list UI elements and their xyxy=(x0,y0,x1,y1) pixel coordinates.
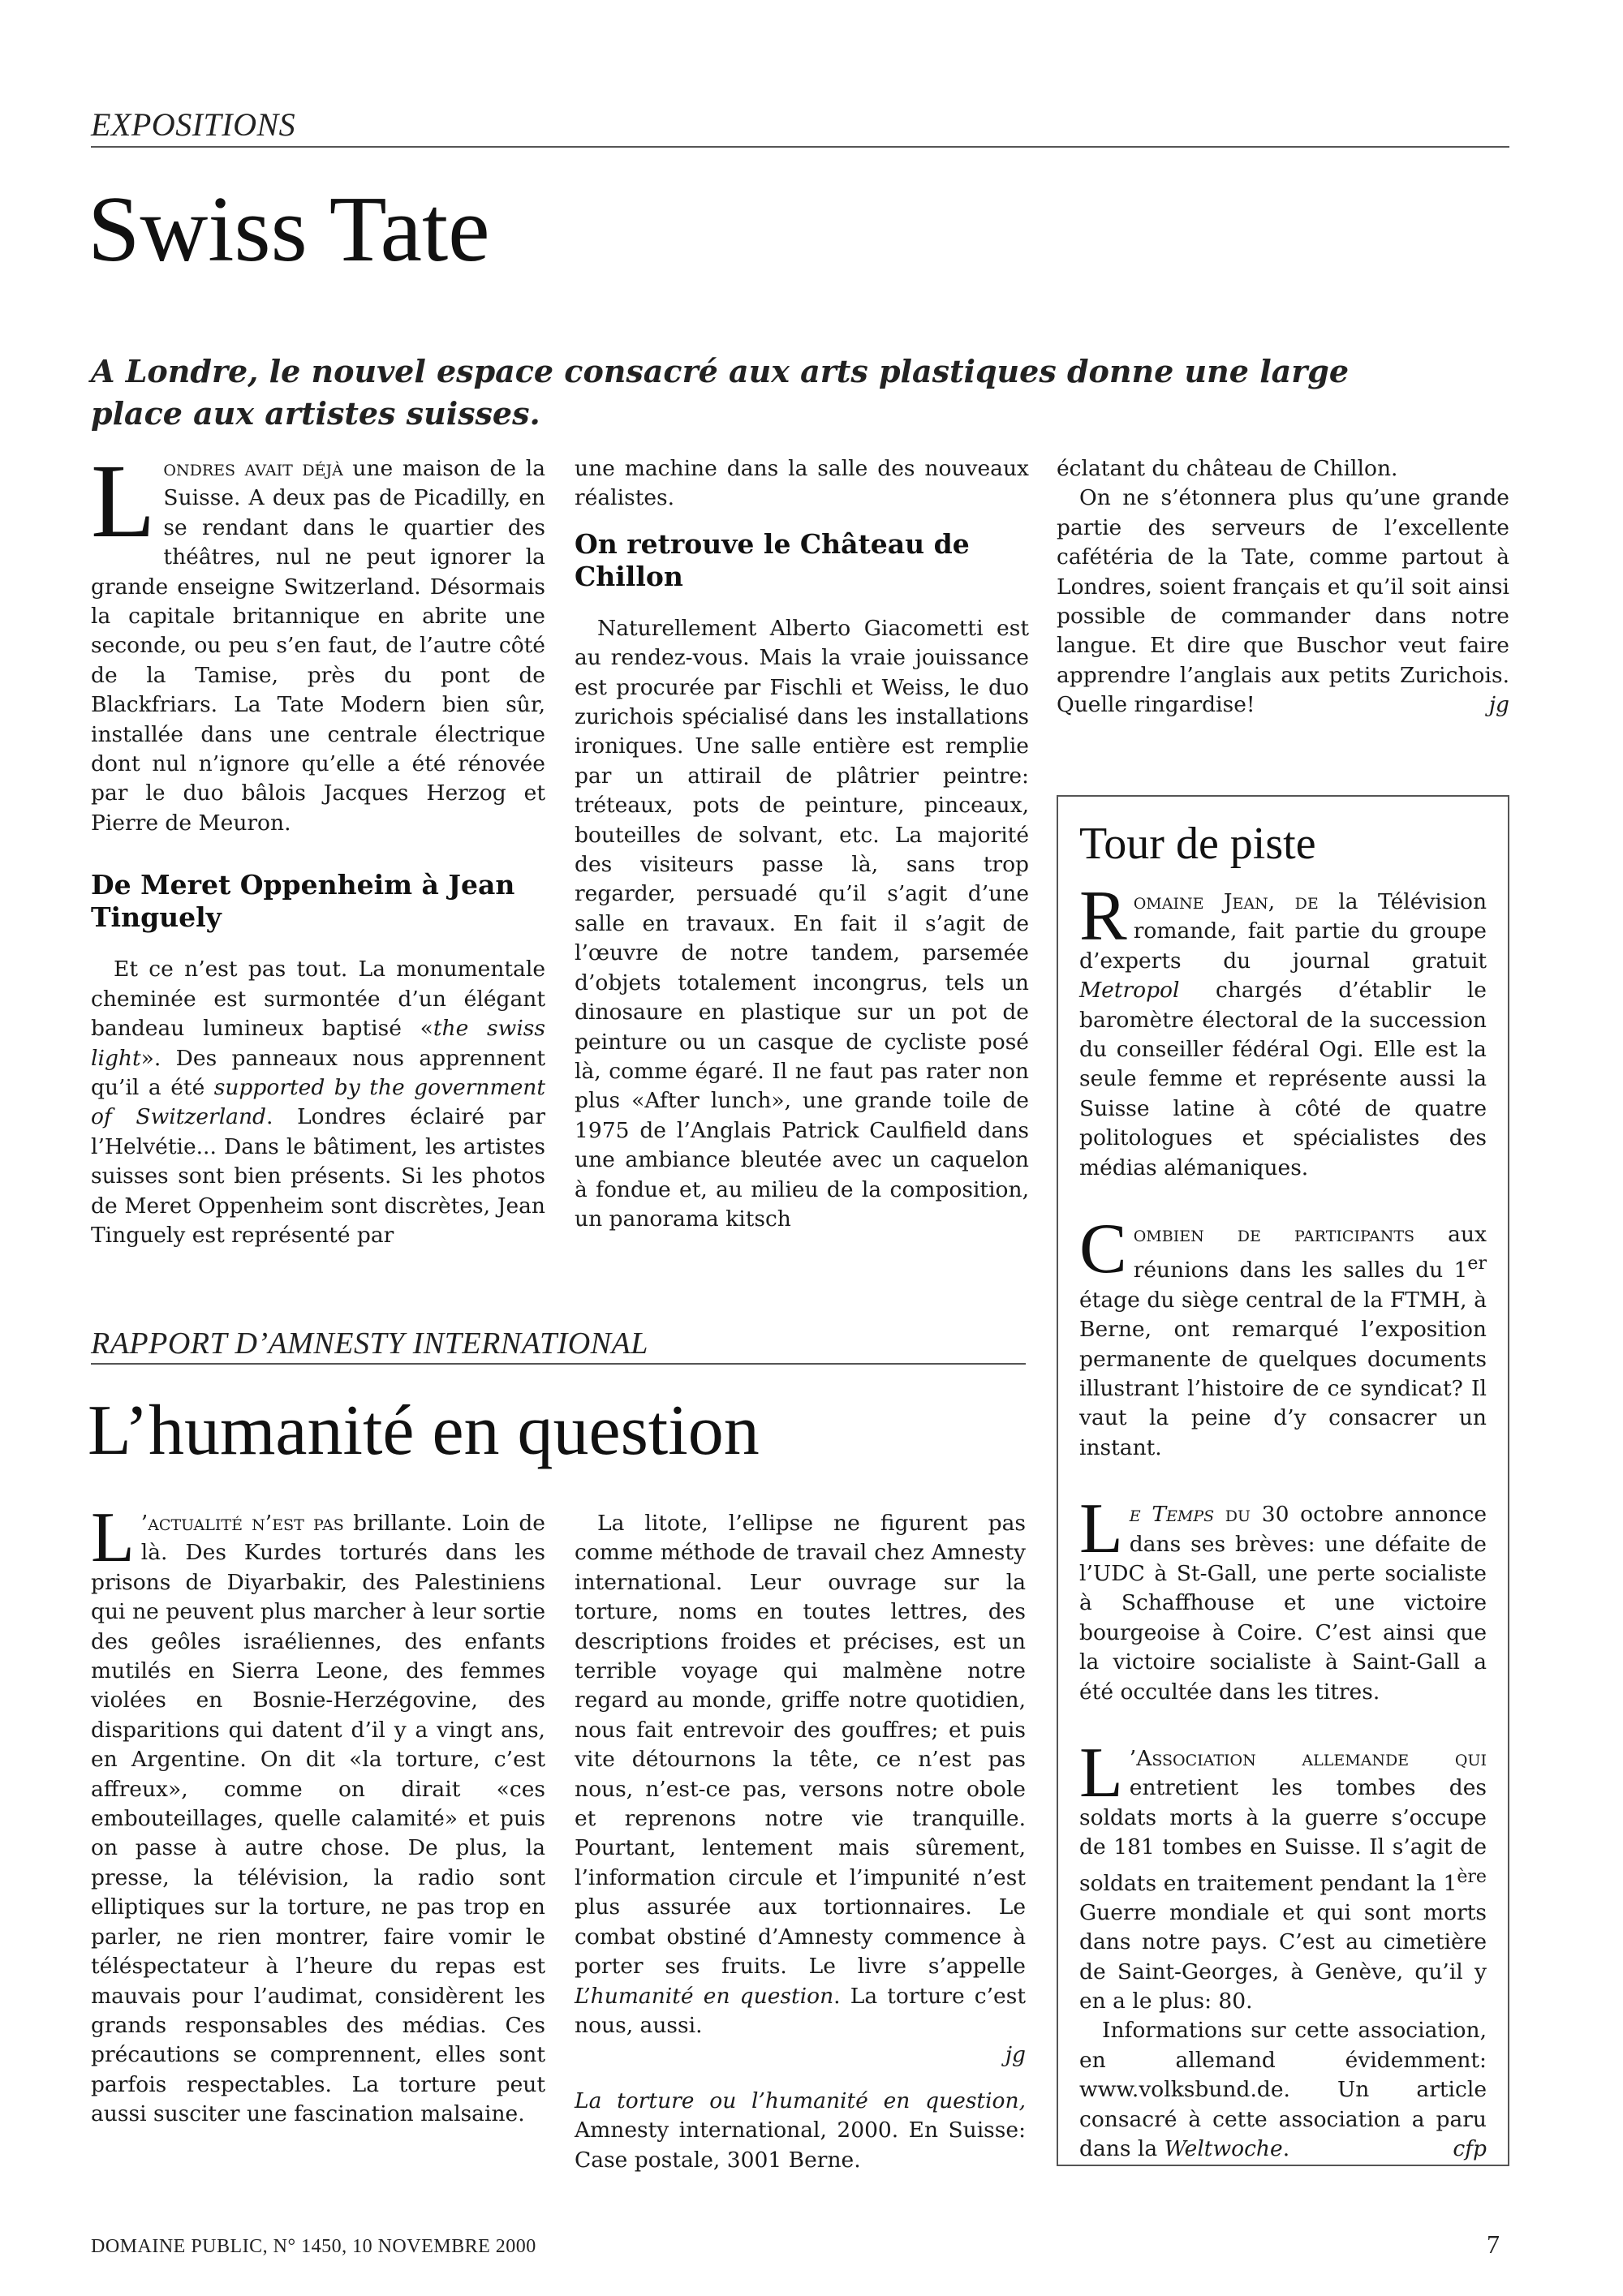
section-rule xyxy=(91,146,1509,148)
drop-cap: L xyxy=(1079,1490,1123,1569)
italic-text: La torture ou l’humanité en question, xyxy=(575,2087,1026,2113)
sidebar-item-5 xyxy=(1079,2016,1487,2164)
paragraph-text: aux réunions dans les salles du 1 xyxy=(1133,1222,1487,1283)
subheading-chillon: On retrouve le Château de Chillon xyxy=(575,527,970,592)
footer-publication: DOMAINE PUBLIC, N° 1450, 10 NOVEMBRE 2000 xyxy=(91,2236,536,2257)
small-caps-opening: du xyxy=(1214,1502,1251,1528)
article1-paragraph-5: éclatant du château de Chillon. xyxy=(1057,456,1398,481)
article2-column-1 xyxy=(91,1498,545,2130)
author-signature: cfp xyxy=(1453,2136,1487,2162)
article-title-swiss-tate: Swiss Tate xyxy=(88,178,490,282)
superscript: ère xyxy=(1457,1866,1487,1887)
article2-column-2 xyxy=(575,1509,1026,2175)
italic-text: Weltwoche xyxy=(1164,2136,1283,2162)
small-caps-opening: ondres avait déjà xyxy=(163,456,343,481)
paragraph-text: . xyxy=(1282,2136,1290,2162)
article1-paragraph-1 xyxy=(91,443,545,838)
paragraph-text: Et ce n’est pas tout. La monumentale cheminée est surmontée d’un élégant bandeau lumineux baptisé « xyxy=(91,957,545,1042)
article2-paragraph-2 xyxy=(575,1509,1026,2040)
author-signature: jg xyxy=(1488,692,1509,718)
paragraph-text: la Télévision romande, fait partie du groupe d’experts du journal gratuit xyxy=(1079,889,1487,974)
article-title-humanite: L’humanité en question xyxy=(88,1391,760,1470)
paragraph-text: Guerre mondiale et qui sont morts dans notre pays. C’est au cimetière de Saint-Georges, à Genève, qu’il y en a le plus: 80. xyxy=(1079,1899,1487,2014)
drop-cap: L xyxy=(91,1498,135,1577)
paragraph-text: La litote, l’ellipse ne figurent pas comme méthode de travail chez Amnesty international. Leur ouvrage sur la torture, noms en toutes lettres, des descriptions froides et précises, est un terrible voyage qui malmène notre regard au monde, griffe notre quotidien, nous fait entrevoir des gouffres; et puis vite détournons la tête, ce n’est pas nous, n’est-ce pas, versons notre obole et reprenons notre vie tranquille. Pourtant, lentement mais sûrement, l’information circule et l’impunité n’est plus assurée aux tortionnaires. Le combat obstiné d’Amnesty commence à porter ses fruits. Le livre s’appelle xyxy=(575,1511,1026,1980)
drop-cap: L xyxy=(1079,1733,1123,1812)
section-label-expositions: EXPOSITIONS xyxy=(91,106,296,143)
sidebar-item-1 xyxy=(1079,877,1487,1183)
paragraph-text: . Londres éclairé par l’Helvétie... Dans le bâtiment, les artistes suisses sont bien présents. Si les photos de Meret Oppenheim sont discrètes, Jean Tinguely est représenté par xyxy=(91,1104,545,1248)
book-reference xyxy=(575,2087,1026,2175)
paragraph-text: ». Des panneaux nous apprennent qu’il a été xyxy=(91,1045,545,1100)
section-label-amnesty: RAPPORT D’AMNESTY INTERNATIONAL xyxy=(91,1326,648,1361)
article1-paragraph-3: une machine dans la salle des nouveaux réalistes. xyxy=(575,456,1029,511)
article1-paragraph-2 xyxy=(91,955,545,1250)
paragraph-text: une maison de la Suisse. A deux pas de Picadilly, en se rendant dans le quartier des théâtres, nul ne peut ignorer la grande enseigne Switzerland. Désormais la capitale britannique en abrite une seconde, ou peu s’en faut, de l’autre côté de la Tamise, près du pont de Blackfriars. La Tate Modern bien sûr, installée dans une centrale électrique dont nul n’ignore qu’elle a été rénovée par le duo bâlois Jacques Herzog et Pierre de Meuron. xyxy=(91,456,545,836)
article1-paragraph-4: Naturellement Alberto Giacometti est au rendez-vous. Mais la vraie jouissance est procurée par Fischli et Weiss, le duo zurichois spécialisé dans les installations ironiques. Une salle entière est remplie par un attirail de plâtrier peintre: tréteaux, pots de peinture, pinceaux, bouteilles de solvant, etc. La majorité des visiteurs passe là, sans trop regarder, persuadé qu’il s’agit d’une salle en travaux. En fait il s’agit de l’œuvre de notre tandem, parsemée d’objets totalement incongrus, tels un dinosaure en plastique sur un pot de peinture ou un casque de cycliste posé là, comme égaré. Il ne faut pas rater non plus «After lunch», une grande toile de 1975 de l’Anglais Patrick Caulfield dans une ambiance bleutée avec un caquelon à fondue et, au milieu de la composition, un panorama kitsch xyxy=(575,615,1029,1232)
article-lead: A Londre, le nouvel espace consacré aux arts plastiques donne une large place aux artistes suisses. xyxy=(91,353,1350,432)
drop-cap: L xyxy=(91,443,156,560)
italic-text: L’humanité en question xyxy=(575,1983,834,2009)
article1-column-3 xyxy=(1057,454,1509,720)
paragraph-text: . La torture c’est nous, aussi. xyxy=(575,1983,1026,2038)
paragraph-text: Amnesty international, 2000. En Suisse: Case postale, 3001 Berne. xyxy=(575,2118,1026,2173)
page-number: 7 xyxy=(1487,2229,1500,2259)
small-caps-opening: ombien de participants xyxy=(1133,1222,1415,1248)
article1-paragraph-6 xyxy=(1057,484,1509,720)
article1-column-2 xyxy=(575,454,1029,1234)
paragraph-text: Informations sur cette association, en allemand évidemment: www.volksbund.de. Un article consacré à cette association a paru dans la xyxy=(1079,2018,1487,2162)
author-signature: jg xyxy=(1005,2042,1026,2068)
sidebar-item-3 xyxy=(1079,1490,1487,1707)
article2-paragraph-1 xyxy=(91,1498,545,2130)
paragraph-text: On ne s’étonnera plus qu’une grande partie des serveurs de l’excellente cafétéria de la Tate, comme partout à Londres, soient français et qu’il soit ainsi possible de commander dans notre langue. Et dire que Buschor veut faire apprendre l’anglais aux petits Zurichois. Quelle ringardise! xyxy=(1057,485,1509,718)
subheading-oppenheim: De Meret Oppenheim à Jean Tinguely xyxy=(91,869,515,934)
section-rule xyxy=(91,1363,1026,1365)
small-caps-opening: ’Association allemande qui xyxy=(1129,1745,1487,1771)
article1-column-1 xyxy=(91,443,545,1250)
paragraph-text: brillante. Loin de là. Des Kurdes torturés dans les prisons de Diyarbakir, des Palestiniens qui ne peuvent plus marcher à leur sortie des geôles israéliennes, des enfants mutilés en Sierra Leone, des femmes violées en Bosnie-Herzégovine, des disparitions qui datent d’il y a vingt ans, en Argentine. On dit «la torture, c’est affreux», comme on dirait «ces embouteillages, quelle calamité» et puis on passe à autre chose. De plus, la presse, la télévision, la radio sont elliptiques sur la torture, ne pas trop en parler, ne rien montrer, faire vomir le téléspectateur à l’heure du repas est mauvais pour l’audimat, considèrent les grands responsables des médias. Ces précautions se comprennent, elles sont parfois respectables. La torture peut aussi susciter une fascination malsaine. xyxy=(91,1511,545,2127)
paragraph-text: 30 octobre annonce dans ses brèves: une défaite de l’UDC à St-Gall, une perte socialiste à Schaffhouse et une victoire bourgeoise à Coire. C’est ainsi que la victoire socialiste à Saint-Gall a été occultée dans les titres. xyxy=(1079,1502,1487,1705)
small-caps-opening: omaine Jean, de xyxy=(1133,889,1319,914)
paragraph-text: étage du siège central de la FTMH, à Berne, ont remarqué l’exposition permanente de quelques documents illustrant l’histoire de ce syndicat? Il vaut la peine d’y consacrer un instant. xyxy=(1079,1287,1487,1460)
sidebar-item-2 xyxy=(1079,1210,1487,1463)
italic-text: Metropol xyxy=(1079,978,1180,1004)
italic-small-caps: e Temps xyxy=(1129,1502,1215,1528)
drop-cap: R xyxy=(1079,877,1127,956)
sidebar-content xyxy=(1079,877,1487,2165)
italic-text: supported by the government of Switzerland xyxy=(91,1074,545,1130)
superscript: er xyxy=(1467,1253,1487,1275)
sidebar-title: Tour de piste xyxy=(1079,819,1316,869)
drop-cap: C xyxy=(1079,1210,1127,1289)
paragraph-text: chargés d’établir le baromètre électoral de la succession du conseiller fédéral Ogi. Elle est la seule femme et représente aussi la Suisse latine à côté de quatre politologues et spécialistes des médias alémaniques. xyxy=(1079,978,1487,1180)
paragraph-text: entretient les tombes des soldats morts à la guerre s’occupe de 181 tombes en Suisse. Il s’agit de soldats en traitement pendant la 1 xyxy=(1079,1775,1487,1896)
small-caps-opening: ’actualité n’est pas xyxy=(140,1511,344,1536)
italic-text: the swiss light xyxy=(91,1016,545,1071)
sidebar-item-4 xyxy=(1079,1733,1487,2016)
